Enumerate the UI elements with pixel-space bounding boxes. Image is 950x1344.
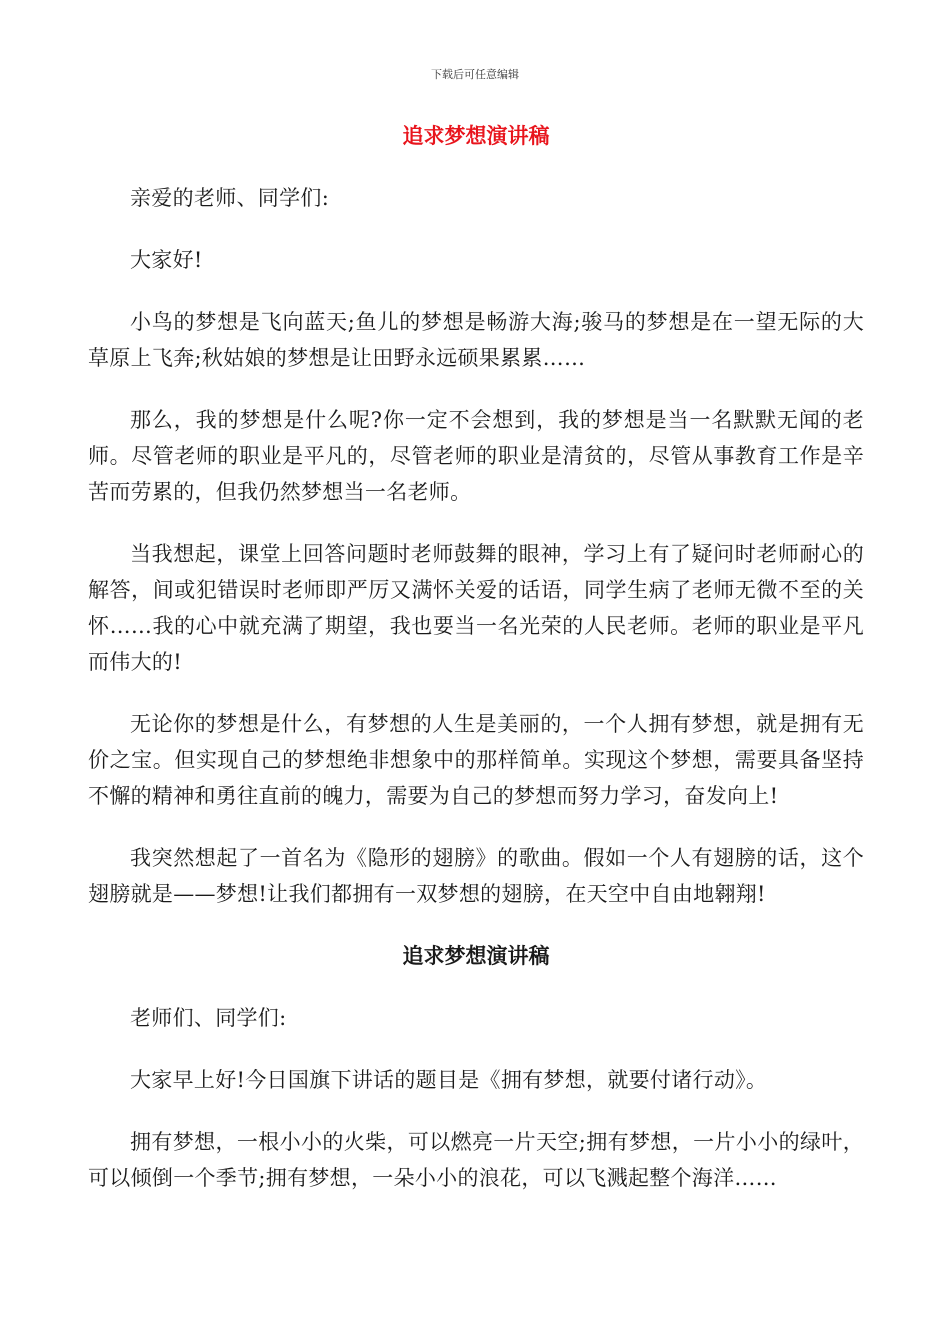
- section1-paragraph: 当我想起，课堂上回答问题时老师鼓舞的眼神，学习上有了疑问时老师耐心的解答，间或犯错误时老师即严厉又满怀关爱的话语，同学生病了老师无微不至的关怀……我的心中就充满了期望，我也要当一名光荣的人民老师。老师的职业是平凡而伟大的!: [88, 542, 864, 674]
- header-note: 下载后可任意编辑: [431, 68, 519, 81]
- section2-paragraph: 拥有梦想，一根小小的火柴，可以燃亮一片天空;拥有梦想，一片小小的绿叶，可以倾倒一个季节;拥有梦想，一朵小小的浪花，可以飞溅起整个海洋……: [88, 1130, 864, 1190]
- section1-paragraph: 大家好!: [130, 248, 203, 272]
- section1-title: 追求梦想演讲稿: [402, 123, 550, 148]
- section2-title: 追求梦想演讲稿: [402, 943, 550, 968]
- section1-paragraph: 亲爱的老师、同学们:: [130, 186, 330, 210]
- section1-paragraph: 我突然想起了一首名为《隐形的翅膀》的歌曲。假如一个人有翅膀的话，这个翅膀就是——梦想!让我们都拥有一双梦想的翅膀，在天空中自由地翱翔!: [88, 846, 864, 906]
- section2-paragraph: 老师们、同学们:: [130, 1006, 287, 1030]
- section1-paragraph: 小鸟的梦想是飞向蓝天;鱼儿的梦想是畅游大海;骏马的梦想是在一望无际的大草原上飞奔;秋姑娘的梦想是让田野永远硕果累累……: [88, 310, 864, 370]
- section1-paragraph: 那么，我的梦想是什么呢?你一定不会想到，我的梦想是当一名默默无闻的老师。尽管老师的职业是平凡的，尽管老师的职业是清贫的，尽管从事教育工作是辛苦而劳累的，但我仍然梦想当一名老师。: [88, 408, 864, 504]
- section2-paragraph: 大家早上好!今日国旗下讲话的题目是《拥有梦想，就要付诸行动》。: [130, 1068, 768, 1092]
- document-body: [88, 118, 864, 1222]
- section1-paragraph: 无论你的梦想是什么，有梦想的人生是美丽的，一个人拥有梦想，就是拥有无价之宝。但实现自己的梦想绝非想象中的那样简单。实现这个梦想，需要具备坚持不懈的精神和勇往直前的魄力，需要为自己的梦想而努力学习，奋发向上!: [88, 712, 864, 808]
